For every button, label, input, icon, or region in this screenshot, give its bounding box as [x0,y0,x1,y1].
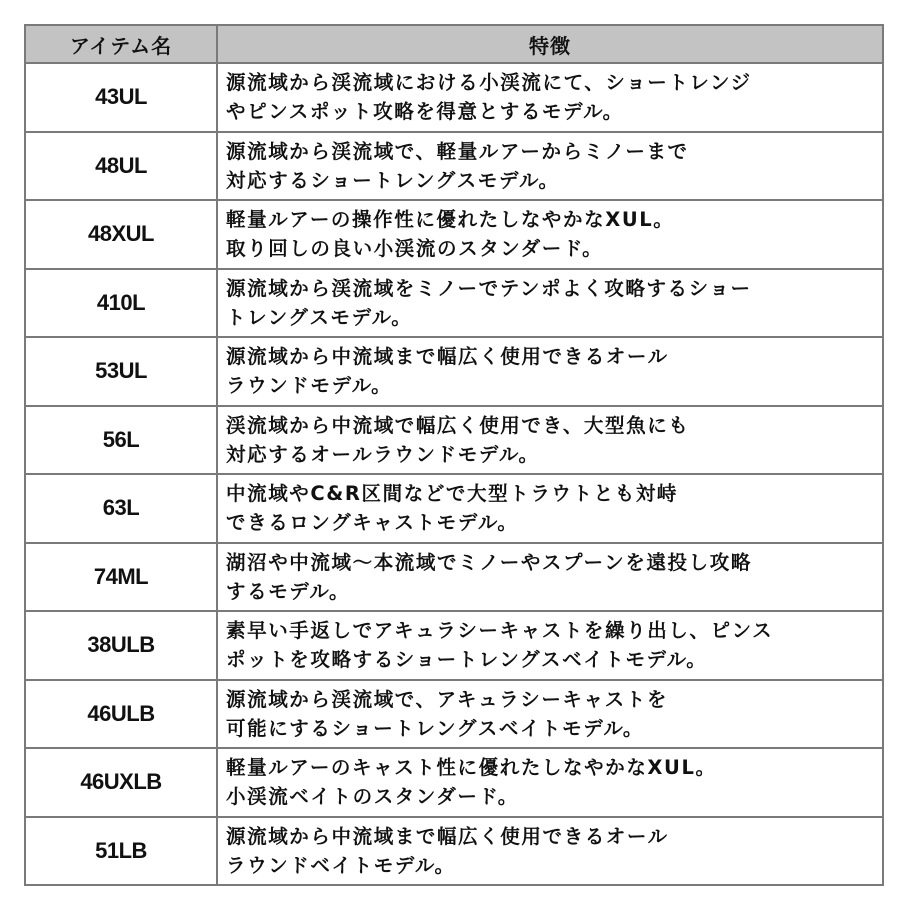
feature-description-cell [217,406,883,475]
table-row [25,474,883,543]
item-name-cell: 410L [25,269,217,338]
table-row [25,269,883,338]
description-line: 湖沼や中流域〜本流域でミノーやスプーンを遠投し攻略 [226,550,752,574]
description-line: トレングスモデル。 [226,305,413,329]
item-name-cell: 74ML [25,543,217,612]
description-line: 対応するオールラウンドモデル。 [226,442,540,466]
item-name-cell: 48UL [25,132,217,201]
table-row [25,200,883,269]
header-item-name: アイテム名 [25,25,217,63]
feature-description-cell [217,132,883,201]
description-line: 中流域やC&R区間などで大型トラウトとも対峙 [226,482,679,506]
table-row [25,748,883,817]
item-name-cell: 43UL [25,63,217,132]
table-row [25,680,883,749]
rod-spec-table [24,24,884,886]
description-line: 源流域から中流域まで幅広く使用できるオール [226,345,669,369]
table-row [25,543,883,612]
feature-description-cell [217,474,883,543]
header-features: 特徴 [217,25,883,63]
table-row [25,817,883,886]
description-line: 可能にするショートレングスベイトモデル。 [226,716,645,740]
description-line: できるロングキャストモデル。 [226,511,519,535]
description-line: 渓流域から中流域で幅広く使用でき、大型魚にも [226,413,690,437]
description-line: 素早い手返しでアキュラシーキャストを繰り出し、ピンス [226,619,774,643]
feature-description-cell [217,817,883,886]
description-line: 取り回しの良い小渓流のスタンダード。 [226,237,604,261]
description-line: 源流域から渓流域で、アキュラシーキャストを [226,687,668,711]
table-row [25,132,883,201]
description-line: 軽量ルアーの操作性に優れたしなやかなXUL。 [226,208,675,232]
description-line: ポットを攻略するショートレングスベイトモデル。 [226,648,708,672]
header-row [25,25,883,63]
feature-description-cell [217,200,883,269]
description-line: 源流域から渓流域で、軽量ルアーからミノーまで [226,139,689,163]
item-name-cell: 56L [25,406,217,475]
description-line: 対応するショートレングスモデル。 [226,168,560,192]
description-line: ラウンドベイトモデル。 [226,853,456,877]
feature-description-cell [217,269,883,338]
table-row [25,63,883,132]
feature-description-cell [217,543,883,612]
table-row [25,337,883,406]
description-line: 源流域から中流域まで幅広く使用できるオール [226,824,669,848]
description-line: ラウンドモデル。 [226,374,393,398]
item-name-cell: 51LB [25,817,217,886]
item-name-cell: 46UXLB [25,748,217,817]
feature-description-cell [217,748,883,817]
feature-description-cell [217,63,883,132]
description-line: 源流域から渓流域における小渓流にて、ショートレンジ [226,71,752,95]
table-row [25,406,883,475]
table-row [25,611,883,680]
description-line: 源流域から渓流域をミノーでテンポよく攻略するショー [226,276,752,300]
item-name-cell: 38ULB [25,611,217,680]
feature-description-cell [217,611,883,680]
description-line: するモデル。 [226,579,351,603]
description-line: 軽量ルアーのキャスト性に優れたしなやかなXUL。 [226,756,717,780]
item-name-cell: 48XUL [25,200,217,269]
item-name-cell: 53UL [25,337,217,406]
description-line: 小渓流ベイトのスタンダード。 [226,785,519,809]
feature-description-cell [217,680,883,749]
item-name-cell: 46ULB [25,680,217,749]
description-line: やピンスポット攻略を得意とするモデル。 [226,100,624,124]
item-name-cell: 63L [25,474,217,543]
feature-description-cell [217,337,883,406]
